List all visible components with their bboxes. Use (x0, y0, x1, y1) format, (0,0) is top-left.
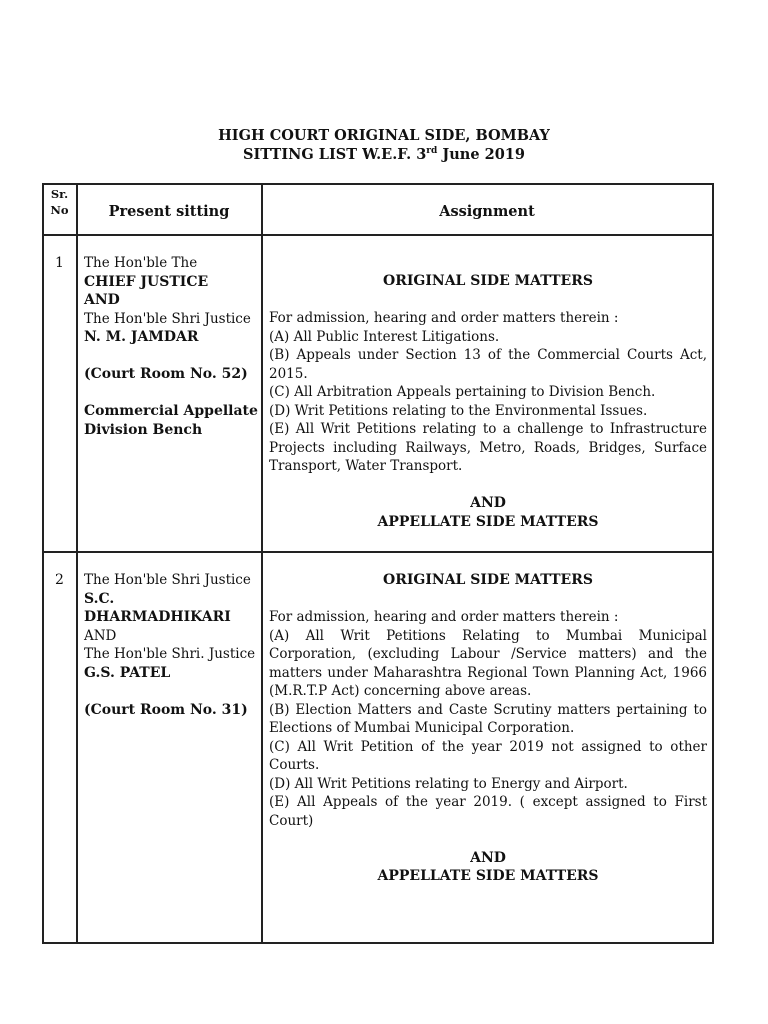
row-2-sitting-judge: S.C. DHARMADHIKARI (84, 590, 231, 625)
row-1-bench-type: Commercial Appellate (84, 403, 258, 419)
row-2-assignment-item: (B) Election Matters and Caste Scrutiny matters pertaining to Elections of Mumbai Municipal Corporation. (269, 701, 707, 736)
row-2-assignment-and: AND (470, 849, 506, 866)
column-header-sr-line2: No (50, 203, 69, 217)
row-2-court-room: (Court Room No. 31) (84, 701, 248, 718)
row-1-sitting-judge: N. M. JAMDAR (84, 329, 199, 345)
row-2-assignment-item: (D) All Writ Petitions relating to Energy and Airport. (269, 775, 628, 792)
row-2-sitting-judge: G.S. PATEL (84, 664, 171, 681)
table-border-left (42, 183, 44, 944)
row-2-assignment-item: (A) All Writ Petitions Relating to Mumbai Municipal Corporation, (excluding Labour /Service matters) and the matters under Maharashtra Regional Town Planning Act, 1966 (M.R.T.P Act) concerning above areas. (269, 627, 707, 699)
table-border-top (42, 183, 713, 185)
row-1-sitting-line: The Hon'ble The (84, 255, 198, 271)
row-1-assignment-item: (E) All Writ Petitions relating to a challenge to Infrastructure Projects including Railways, Metro, Roads, Bridges, Surface Transport, Water Transport. (269, 421, 707, 474)
row-1-present-sitting (84, 254, 260, 439)
row-1-sr-no: 1 (55, 255, 64, 271)
row-1-sitting-judge: CHIEF JUSTICE (84, 273, 209, 290)
document-title: HIGH COURT ORIGINAL SIDE, BOMBAY (218, 127, 550, 144)
subtitle-suffix: June 2019 (437, 146, 525, 163)
row-1-assignment-intro: For admission, hearing and order matters therein : (269, 310, 619, 326)
row-2-present-sitting (84, 571, 260, 719)
row-2-sitting-and: AND (84, 627, 117, 644)
row-2-assignment (269, 571, 707, 886)
row-1-assignment-item: (A) All Public Interest Litigations. (269, 328, 500, 345)
subtitle-prefix: SITTING LIST W.E.F. 3 (243, 146, 427, 163)
row-2-assignment-heading: ORIGINAL SIDE MATTERS (383, 572, 593, 588)
table-header-divider (42, 234, 713, 236)
row-1-sitting-line: The Hon'ble Shri Justice (84, 310, 251, 327)
row-2-assignment-item: (E) All Appeals of the year 2019. ( except assigned to First Court) (269, 794, 707, 829)
row-1-assignment-item: (B) Appeals under Section 13 of the Commercial Courts Act, 2015. (269, 347, 707, 382)
column-header-sr-line1: Sr. (50, 187, 69, 201)
row-1-court-room: (Court Room No. 52) (84, 366, 248, 382)
row-1-assignment-heading: ORIGINAL SIDE MATTERS (383, 273, 593, 289)
row-1-assignment-and: AND (470, 495, 506, 511)
row-1-assignment (269, 272, 707, 531)
row-2-assignment-footer: APPELLATE SIDE MATTERS (377, 868, 599, 884)
subtitle-ordinal: rd (426, 146, 438, 157)
table-border-bottom (42, 942, 713, 944)
row-1-sitting-and: AND (84, 292, 120, 308)
row-2-sitting-line: The Hon'ble Shri Justice (84, 572, 251, 588)
column-header-present-sitting: Present sitting (108, 203, 230, 220)
row-2-assignment-item: (C) All Writ Petition of the year 2019 not assigned to other Courts. (269, 738, 707, 773)
column-divider-present (261, 183, 263, 944)
column-header-sr (43, 186, 76, 218)
row-2-sr-no: 2 (55, 572, 64, 588)
row-2-assignment-intro: For admission, hearing and order matters therein : (269, 609, 619, 625)
document-subtitle (0, 146, 768, 164)
row-1-assignment-item: (C) All Arbitration Appeals pertaining to Division Bench. (269, 384, 656, 400)
table-border-right (712, 183, 714, 944)
row-1-assignment-footer: APPELLATE SIDE MATTERS (377, 513, 599, 530)
column-divider-sr (76, 183, 78, 944)
column-header-assignment: Assignment (439, 203, 535, 220)
row-1-assignment-item: (D) Writ Petitions relating to the Environmental Issues. (269, 402, 648, 419)
row-2-sitting-line: The Hon'ble Shri. Justice (84, 646, 256, 662)
row-1-bench-type: Division Bench (84, 421, 203, 438)
table-row-divider (42, 551, 713, 553)
